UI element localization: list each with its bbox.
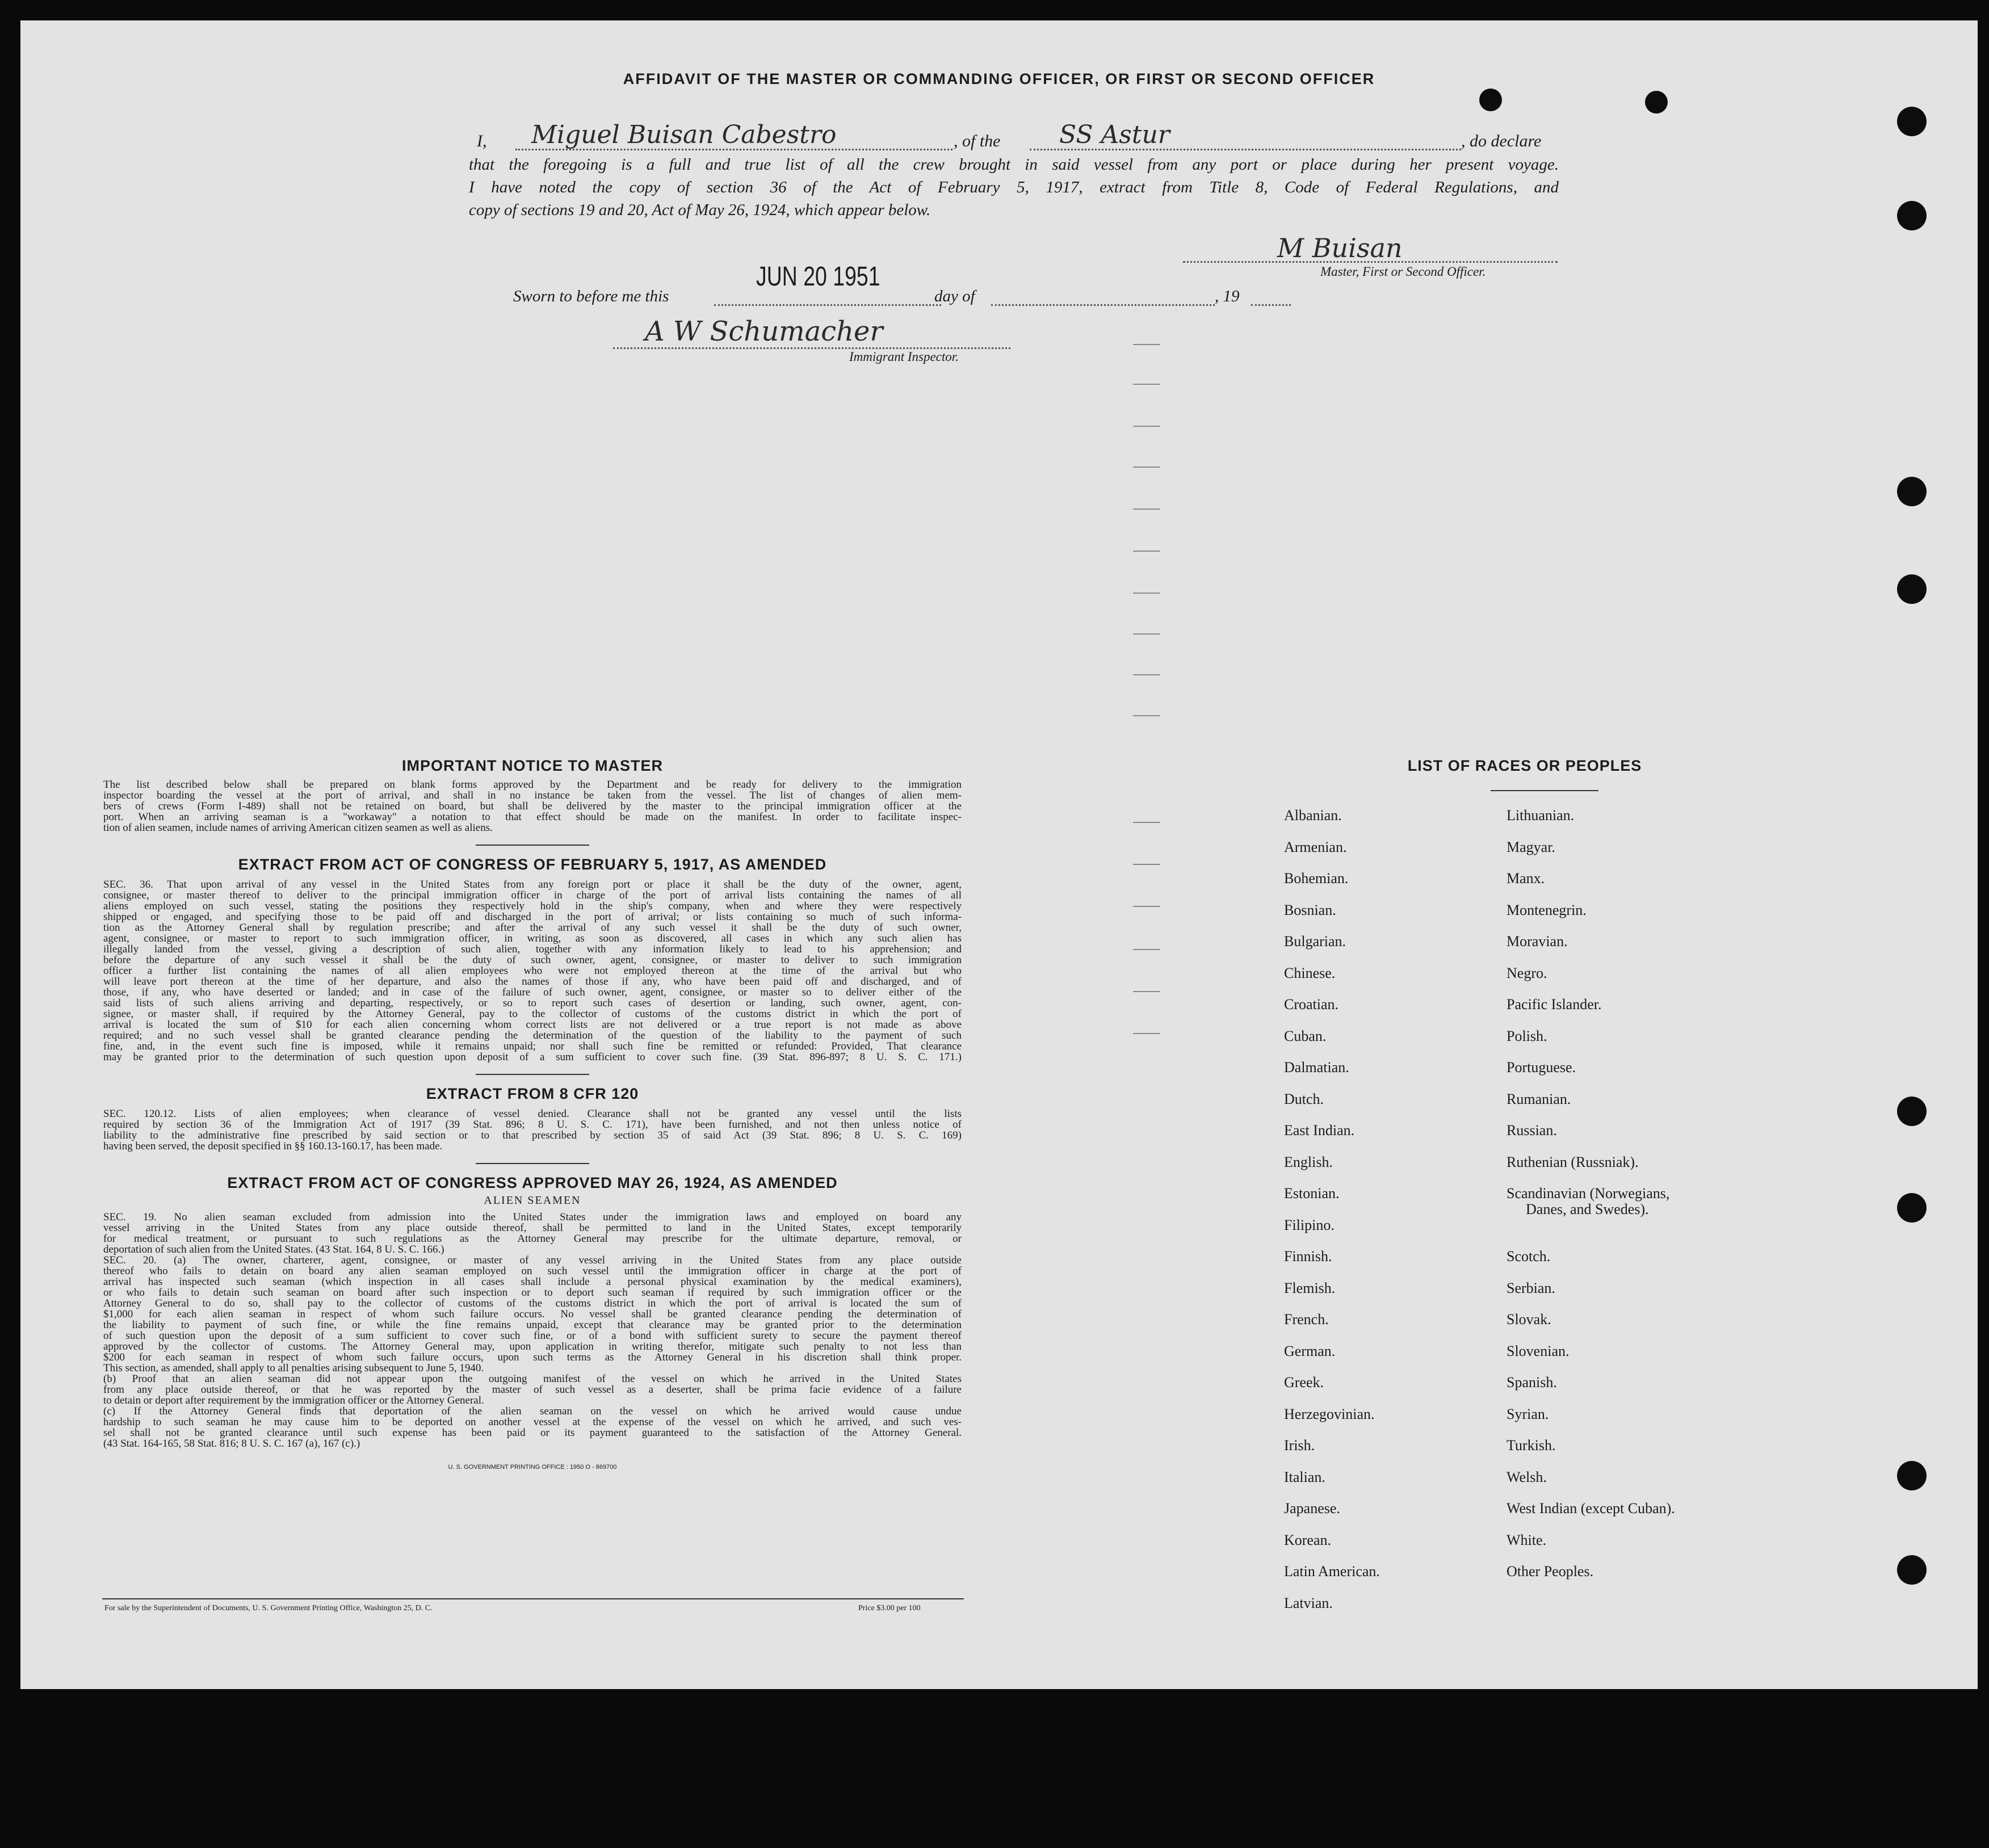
notice-line: bers of crews (Form I-489) shall not be retained on board, but shall be delivered by the master to the principal immigration officer at the <box>103 800 962 812</box>
master-signature-caption: Master, First or Second Officer. <box>1320 264 1486 279</box>
race-item: Rumanian. <box>1507 1090 1571 1107</box>
act1924-line: thereof who fails to detain on board any alien seaman employed on such vessel until the immigration officer in charge at the port of <box>103 1265 962 1277</box>
race-item: Japanese. <box>1284 1500 1340 1517</box>
left-column <box>103 757 962 1471</box>
sworn-day-line <box>714 304 941 306</box>
race-item: Bohemian. <box>1284 870 1349 887</box>
race-item: Slovak. <box>1507 1311 1551 1328</box>
do-declare-label: , do declare <box>1461 132 1542 150</box>
race-item: French. <box>1284 1311 1329 1328</box>
race-item: Serbian. <box>1507 1279 1555 1296</box>
footer-rule <box>102 1598 964 1599</box>
race-item: Lithuanian. <box>1507 807 1575 824</box>
inspector-signature-line <box>613 347 1010 349</box>
section-divider <box>476 845 589 846</box>
race-item: Montenegrin. <box>1507 901 1587 918</box>
act1924-line: of such question upon the deposit of a sum sufficient to cover such fine, or of a bond with sufficient surety to secure the payment thereof <box>103 1330 962 1342</box>
race-item: White. <box>1507 1531 1547 1548</box>
race-item: Bulgarian. <box>1284 933 1346 950</box>
race-item: Manx. <box>1507 870 1545 887</box>
act1917-line: signee, or master shall, if required by the Attorney General, pay to the collector of customs of the customs district in which the port of <box>103 1008 962 1020</box>
act1924-title: EXTRACT FROM ACT OF CONGRESS APPROVED MAY 26, 1924, AS AMENDED <box>227 1174 838 1191</box>
race-item: German. <box>1284 1342 1336 1359</box>
act1924-line: SEC. 20. (a) The owner, charterer, agent, consignee, or master of any vessel arriving in the United States from any place outside <box>103 1254 962 1266</box>
day-of-label: day of <box>934 287 975 305</box>
notice-line: inspector boarding the vessel at the port of arrival, and shall in no instance be taken from the vessel. The list of changes of alien mem- <box>103 789 962 801</box>
race-item: Armenian. <box>1284 838 1347 855</box>
act1917-line: officer a further list containing the names of all alien employees who were not employed thereon at the time of the arrival but who <box>103 965 962 977</box>
printer-line: U. S. GOVERNMENT PRINTING OFFICE : 1950 O - 869700 <box>448 1464 617 1471</box>
act1917-line: fine, and, in the event such fine is imposed, while it remains unpaid; nor shall such fine be remitted or refunded: Provided, That clearance <box>103 1040 962 1052</box>
affidavit-line-2: that the foregoing is a full and true list of all the crew brought in said vessel from any port or place during her present voyage. <box>469 156 1559 174</box>
act1924-line: the liability to payment of such fine, or while the fine remains unpaid, except that clearance may be granted prior to the determination <box>103 1319 962 1331</box>
race-item: East Indian. <box>1284 1122 1355 1139</box>
act1924-line: or who fails to detain such seaman on board after such inspection or to deport such seaman if required by such immigration officer or the <box>103 1287 962 1299</box>
act1924-line: approved by the collector of customs. The Attorney General may, upon application in writing therefor, mitigate such penalty to not less than <box>103 1341 962 1353</box>
form-sheet <box>20 20 1978 1689</box>
race-item: Korean. <box>1284 1531 1332 1548</box>
races-title: LIST OF RACES OR PEOPLES <box>1407 757 1642 774</box>
act1917-line: those, if any, who have deserted or landed; and in case of the failure of such owner, agent, consignee, or master so to deliver either of the <box>103 986 962 998</box>
race-item: Portuguese. <box>1507 1059 1576 1076</box>
race-item: Herzegovinian. <box>1284 1405 1375 1422</box>
act1917-title: EXTRACT FROM ACT OF CONGRESS OF FEBRUARY 5, 1917, AS AMENDED <box>238 856 827 873</box>
act1924-line: deportation of such alien from the United States. (43 Stat. 164, 8 U. S. C. 166.) <box>103 1244 444 1255</box>
affidavit-line-3: I have noted the copy of section 36 of the Act of February 5, 1917, extract from Title 8, Code of Federal Regulations, and <box>469 178 1559 196</box>
race-item: Chinese. <box>1284 964 1336 981</box>
master-signature: M Buisan <box>1277 233 1403 263</box>
act1924-line: $200 for each seaman in respect of whom such failure occurs, upon such terms as the Attorney General in his discretion shall think proper. <box>103 1351 962 1363</box>
cfr-title: EXTRACT FROM 8 CFR 120 <box>426 1085 639 1102</box>
races-column-2 <box>1507 807 1802 1595</box>
notice-line: The list described below shall be prepared on blank forms approved by the Department and be ready for delivery to the immigration <box>103 779 962 791</box>
inspector-signature: A W Schumacher <box>645 316 883 347</box>
race-item: Croatian. <box>1284 996 1339 1013</box>
act1917-line: aliens employed on such vessel, stating the positions they respectively hold in the ship's company, when and where they were respectively <box>103 900 962 912</box>
punch-hole <box>1897 1461 1927 1490</box>
act1917-line: agent, consignee, or master to report to such immigration officer, in writing, as soon as discovered, all cases in which any such alien has <box>103 933 962 944</box>
race-item: Albanian. <box>1284 807 1342 824</box>
race-item: Latin American. <box>1284 1563 1380 1580</box>
punch-hole <box>1897 107 1927 136</box>
act1924-subtitle: ALIEN SEAMEN <box>484 1194 581 1207</box>
act1917-line: will leave port thereon at the time of her departure, and also the names of those if any, who have been paid off and discharged, and of <box>103 976 962 988</box>
punch-hole <box>1897 477 1927 506</box>
footer-right: Price $3.00 per 100 <box>858 1604 921 1612</box>
race-item: Italian. <box>1284 1468 1325 1485</box>
notice-title: IMPORTANT NOTICE TO MASTER <box>402 757 663 774</box>
cfr-line: having been served, the deposit specified in §§ 160.13-160.17, has been made. <box>103 1140 443 1152</box>
act1917-line: consignee, or master thereof to deliver to the principal immigration officer in charge of the port of arrival lists containing the names of all <box>103 889 962 901</box>
act1917-line: shipped or engaged, and specifying those to be paid off and discharged in the port of arrival; or lists containing so much of such informa- <box>103 911 962 923</box>
race-item: Spanish. <box>1507 1374 1557 1391</box>
race-item: Pacific Islander. <box>1507 996 1602 1013</box>
cfr-line: SEC. 120.12. Lists of alien employees; when clearance of vessel denied. Clearance shall not be granted any vessel until the lists <box>103 1108 962 1120</box>
race-item: Bosnian. <box>1284 901 1336 918</box>
race-item: Russian. <box>1507 1122 1557 1139</box>
act1917-line: may be granted prior to the determination of such question upon deposit of a sum sufficient to cover such fine. (39 Stat. 896-897; 8 U. S. C. 171.) <box>103 1051 962 1063</box>
master-name: Miguel Buisan Cabestro <box>531 120 837 149</box>
date-stamp: JUN 20 1951 <box>756 262 880 292</box>
affidavit-title: AFFIDAVIT OF THE MASTER OR COMMANDING OFFICER, OR FIRST OR SECOND OFFICER <box>623 70 1375 87</box>
act1924-line: for medical treatment, or pursuant to such regulations as the Attorney General may prescribe for the ultimate departure, removal, or <box>103 1233 962 1245</box>
of-the-label: , of the <box>954 132 1001 150</box>
act1917-line: required; and no such vessel shall be granted clearance pending the determination of the question of the liability to the payment of such <box>103 1030 962 1041</box>
act1924-line: vessel arriving in the United States from any place outside thereof, shall be permitted to land in the United States, except temporarily <box>103 1222 962 1234</box>
act1924-line: This section, as amended, shall apply to all penalties arising subsequent to June 5, 1940. <box>103 1362 484 1374</box>
act1924-line: arrival has inspected such seaman (which inspection in all cases shall include a personal physical examination by the medical examiners), <box>103 1276 962 1288</box>
punch-hole <box>1897 201 1927 230</box>
act1924-line: $1,000 for each alien seaman in respect of whom such failure occurs. No vessel shall be granted clearance pending the determination of <box>103 1308 962 1320</box>
race-item: Estonian. <box>1284 1185 1340 1202</box>
race-item: Finnish. <box>1284 1248 1332 1265</box>
race-item: Slovenian. <box>1507 1342 1570 1359</box>
race-item: Moravian. <box>1507 933 1568 950</box>
race-item: Filipino. <box>1284 1216 1335 1233</box>
race-item: Turkish. <box>1507 1437 1556 1454</box>
race-item: English. <box>1284 1153 1333 1170</box>
i-label: I, <box>477 132 487 150</box>
act1924-line: (43 Stat. 164-165, 58 Stat. 816; 8 U. S. C. 167 (a), 167 (c).) <box>103 1438 360 1450</box>
act1924-line: from any place outside thereof, or that he was reported by the master of such vessel as a deserter, shall be prima facie evidence of a failure <box>103 1384 962 1396</box>
act1924-line: (c) If the Attorney General finds that deportation of the alien seaman on the vessel on which he arrived would cause undue <box>103 1405 962 1417</box>
race-item: Greek. <box>1284 1374 1324 1391</box>
punch-hole <box>1645 91 1668 114</box>
act1924-line: hardship to such seaman he may cause him to be deported on another vessel at the expense of the vessel on which he arrived, and such ves- <box>103 1416 962 1428</box>
race-item: Dalmatian. <box>1284 1059 1349 1076</box>
inspector-caption: Immigrant Inspector. <box>849 350 959 364</box>
race-item: Irish. <box>1284 1437 1315 1454</box>
sworn-month-line <box>991 304 1215 306</box>
cfr-line: liability to the administrative fine prescribed by said section or to that prescribed by section 35 of said Act (39 Stat. 896; 8 U. S. C. 169) <box>103 1129 962 1141</box>
notice-line: tion of alien seamen, include names of arriving American citizen seamen as well as aliens. <box>103 822 493 834</box>
notice-line: port. When an arriving seaman is a "workaway" a notation to that effect should be made on the manifest. In order to facilitate inspec- <box>103 811 962 823</box>
cfr-line: required by section 36 of the Immigration Act of 1917 (39 Stat. 896; 8 U. S. C. 171), have been furnished, and not then unless notice of <box>103 1119 962 1131</box>
act1924-line: (b) Proof that an alien seaman did not appear upon the outgoing manifest of the vessel on which he arrived in the United States <box>103 1373 962 1385</box>
race-item: West Indian (except Cuban). <box>1507 1500 1675 1517</box>
race-item: Welsh. <box>1507 1468 1547 1485</box>
act1924-line: SEC. 19. No alien seaman excluded from admission into the United States under the immigration laws and employed on board any <box>103 1211 962 1223</box>
act1917-line: SEC. 36. That upon arrival of any vessel in the United States from any foreign port or place it shall be the duty of the owner, agent, <box>103 879 962 891</box>
punch-hole <box>1897 574 1927 604</box>
affidavit-line-4: copy of sections 19 and 20, Act of May 26, 1924, which appear below. <box>469 201 931 219</box>
punch-hole <box>1479 89 1502 111</box>
race-item: Negro. <box>1507 964 1547 981</box>
races-column-1 <box>1284 807 1500 1626</box>
act1917-line: before the departure of any such vessel it shall be the duty of such owner, agent, consignee, or master to deliver to such immigration <box>103 954 962 966</box>
race-item: Syrian. <box>1507 1405 1549 1422</box>
act1917-line: said lists of such aliens arriving and departing, respectively, or so to report such cases of desertion or landing, such owner, agent, con- <box>103 997 962 1009</box>
race-item: Ruthenian (Russniak). <box>1507 1153 1639 1170</box>
punch-hole <box>1897 1555 1927 1585</box>
race-item: Polish. <box>1507 1027 1547 1044</box>
race-item: Flemish. <box>1284 1279 1336 1296</box>
race-item: Cuban. <box>1284 1027 1327 1044</box>
punch-hole <box>1897 1097 1927 1126</box>
vessel-name: SS Astur <box>1059 120 1170 149</box>
race-item: Other Peoples. <box>1507 1563 1594 1580</box>
races-title-rule <box>1491 790 1598 791</box>
act1924-line: to detain or deport after requirement by the immigration officer or the Attorney General. <box>103 1395 484 1406</box>
race-item-continued: Danes, and Swedes). <box>1526 1201 1649 1217</box>
section-divider <box>476 1074 589 1075</box>
race-item: Latvian. <box>1284 1594 1333 1611</box>
act1917-line: tion as the Attorney General shall by regulation prescribe; and after the arrival of any such vessel it shall be the duty of such owner, <box>103 922 962 934</box>
punch-hole <box>1897 1193 1927 1223</box>
footer-left: For sale by the Superintendent of Documents, U. S. Government Printing Office, Washington 25, D. C. <box>104 1604 433 1612</box>
race-item: Dutch. <box>1284 1090 1324 1107</box>
act1917-line: arrival is located the sum of $10 for each alien concerning whom correct lists are not delivered or a true report is not made as above <box>103 1019 962 1031</box>
race-item: Magyar. <box>1507 838 1555 855</box>
year-prefix: , 19 <box>1215 287 1240 305</box>
sworn-label: Sworn to before me this <box>513 287 669 305</box>
act1924-line: sel shall not be granted clearance until such expense has been paid or its payment guaranteed to the satisfaction of the Attorney General. <box>103 1427 962 1439</box>
year-line <box>1251 304 1291 306</box>
race-item: Scotch. <box>1507 1248 1551 1265</box>
race-item: Scandinavian (Norwegians, <box>1507 1185 1670 1202</box>
act1917-line: illegally landed from the vessel, giving a description of such alien, together with any information likely to lead to his apprehension; and <box>103 943 962 955</box>
act1924-line: Attorney General to do so, shall pay to the collector of customs of the customs district in which the port of arrival is located the sum of <box>103 1297 962 1309</box>
section-divider <box>476 1163 589 1164</box>
